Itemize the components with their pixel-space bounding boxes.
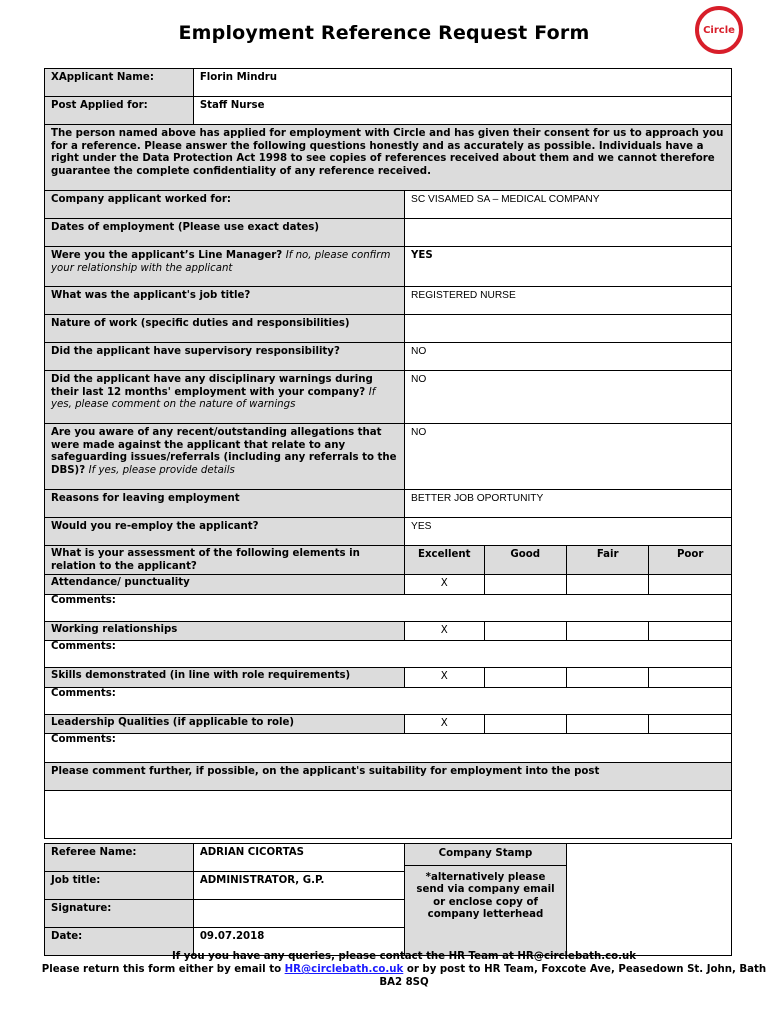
applicant-name-label: XApplicant Name: — [45, 69, 194, 97]
rating-excellent[interactable]: X — [405, 621, 484, 641]
rating-fair[interactable] — [566, 668, 648, 688]
reference-form-table — [44, 68, 732, 956]
disciplinary-question — [45, 371, 405, 424]
disciplinary-hint: If yes, please comment on the nature of warnings — [51, 386, 376, 410]
assessment-row-label: Skills demonstrated (in line with role requirements) — [45, 668, 405, 688]
allegations-label: Are you aware of any recent/outstanding allegations that were made against the applicant that relate to any safeguarding issues/referrals (including any referrals to the DBS)? — [51, 427, 397, 476]
rating-good[interactable] — [484, 621, 566, 641]
referee-name-label: Referee Name: — [45, 844, 194, 872]
rating-fair[interactable] — [566, 575, 648, 595]
assessment-row-label: Working relationships — [45, 621, 405, 641]
rating-excellent[interactable]: X — [405, 575, 484, 595]
rating-good[interactable] — [484, 714, 566, 734]
post-applied-value[interactable]: Staff Nurse — [193, 97, 731, 125]
date-value[interactable]: 09.07.2018 — [193, 928, 404, 956]
signature-label: Signature: — [45, 900, 194, 928]
line-manager-value[interactable]: YES — [405, 247, 732, 287]
rating-poor[interactable] — [649, 621, 732, 641]
comments-field[interactable]: Comments: — [45, 687, 732, 714]
intro-text: The person named above has applied for employment with Circle and has given their consent for us to approach you for a reference. Please answer the following questions honestly and as accurately as possible. Individuals have a right under the Data Protection Act 1998 to see copies of references received about them and we cannot therefore guarantee the complete confidentiality of any reference received. — [45, 125, 732, 191]
job-title-value[interactable]: REGISTERED NURSE — [405, 287, 732, 315]
line-manager-question — [45, 247, 405, 287]
line-manager-hint: If no, please confirm your relationship with the applicant — [51, 250, 391, 274]
col-fair: Fair — [566, 546, 648, 575]
supervisory-value[interactable]: NO — [405, 343, 732, 371]
col-good: Good — [484, 546, 566, 575]
rating-fair[interactable] — [566, 621, 648, 641]
footer-line1: If you you have any queries, please contact the HR Team at HR@circlebath.co.uk — [171, 951, 637, 962]
assessment-row-label: Attendance/ punctuality — [45, 575, 405, 595]
date-label: Date: — [45, 928, 194, 956]
nature-value[interactable] — [405, 315, 732, 343]
allegations-question — [45, 424, 405, 490]
dates-label: Dates of employment (Please use exact dates) — [45, 219, 405, 247]
job-title-label: What was the applicant's job title? — [45, 287, 405, 315]
footer-line2-post: or by post to HR Team, Foxcote Ave, Peasedown St. John, Bath BA2 8SQ — [379, 964, 767, 988]
post-applied-label: Post Applied for: — [45, 97, 194, 125]
comments-field[interactable]: Comments: — [45, 734, 732, 763]
stamp-title: Company Stamp — [405, 844, 566, 866]
stamp-note: *alternatively please send via company email or enclose copy of company letterhead — [405, 866, 566, 928]
col-excellent: Excellent — [405, 546, 484, 575]
company-stamp-box — [405, 844, 567, 956]
stamp-area[interactable] — [566, 844, 731, 956]
rating-poor[interactable] — [649, 668, 732, 688]
rating-fair[interactable] — [566, 714, 648, 734]
footer-line2 — [40, 963, 768, 989]
further-comment-label: Please comment further, if possible, on the applicant's suitability for employment into the post — [45, 763, 732, 791]
page-title: Employment Reference Request Form — [178, 22, 590, 44]
reemploy-label: Would you re-employ the applicant? — [45, 518, 405, 546]
further-comment-field[interactable] — [45, 791, 732, 839]
referee-job-label: Job title: — [45, 872, 194, 900]
rating-excellent[interactable]: X — [405, 668, 484, 688]
rating-good[interactable] — [484, 575, 566, 595]
rating-poor[interactable] — [649, 575, 732, 595]
col-poor: Poor — [649, 546, 732, 575]
assessment-header: What is your assessment of the following elements in relation to the applicant? — [45, 546, 405, 575]
assessment-row-label: Leadership Qualities (if applicable to role) — [45, 714, 405, 734]
comments-field[interactable]: Comments: — [45, 641, 732, 668]
leaving-value[interactable]: BETTER JOB OPORTUNITY — [405, 490, 732, 518]
disciplinary-label: Did the applicant have any disciplinary warnings during their last 12 months' employment with your company? — [51, 374, 373, 398]
footer — [40, 950, 768, 989]
allegations-value[interactable]: NO — [405, 424, 732, 490]
footer-line2-pre: Please return this form either by email to — [41, 964, 282, 975]
reemploy-value[interactable]: YES — [405, 518, 732, 546]
referee-name-value[interactable]: ADRIAN CICORTAS — [193, 844, 404, 872]
circle-logo — [695, 6, 743, 54]
company-label: Company applicant worked for: — [45, 191, 405, 219]
supervisory-label: Did the applicant have supervisory responsibility? — [45, 343, 405, 371]
disciplinary-value[interactable]: NO — [405, 371, 732, 424]
leaving-label: Reasons for leaving employment — [45, 490, 405, 518]
line-manager-label: Were you the applicant’s Line Manager? — [51, 250, 283, 261]
signature-value[interactable] — [193, 900, 404, 928]
rating-poor[interactable] — [649, 714, 732, 734]
rating-excellent[interactable]: X — [405, 714, 484, 734]
referee-job-value[interactable]: ADMINISTRATOR, G.P. — [193, 872, 404, 900]
nature-label: Nature of work (specific duties and responsibilities) — [45, 315, 405, 343]
rating-good[interactable] — [484, 668, 566, 688]
logo-text: Circle — [703, 24, 735, 36]
company-value[interactable]: SC VISAMED SA – MEDICAL COMPANY — [405, 191, 732, 219]
allegations-hint: If yes, please provide details — [88, 464, 235, 476]
comments-field[interactable]: Comments: — [45, 594, 732, 621]
dates-value[interactable] — [405, 219, 732, 247]
applicant-name-value[interactable]: Florin Mindru — [193, 69, 731, 97]
hr-email-link[interactable]: HR@circlebath.co.uk — [284, 964, 404, 975]
